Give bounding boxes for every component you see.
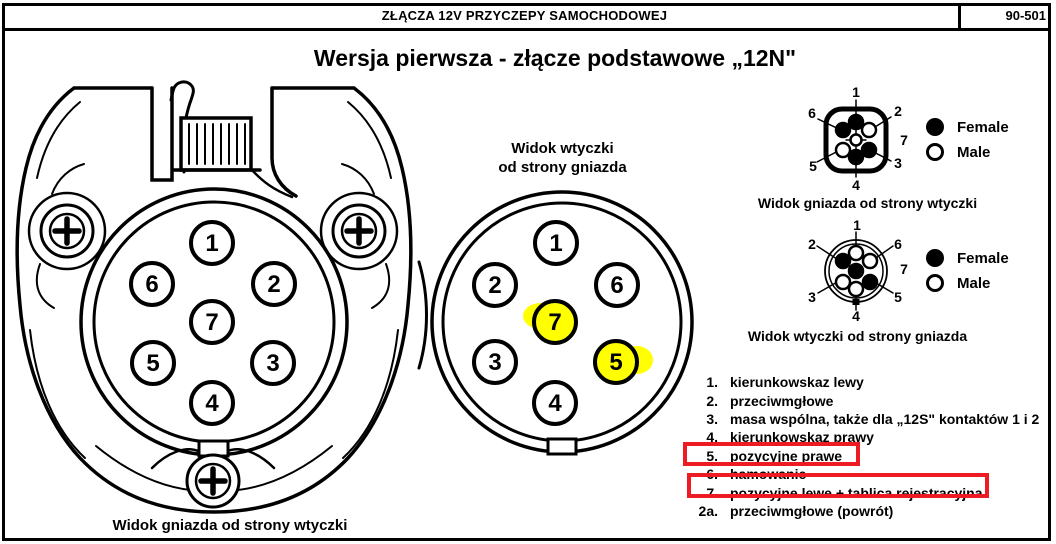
male-pin-icon [926, 143, 944, 161]
highlight-box-pin5 [683, 442, 860, 466]
pin-number: 3 [488, 349, 502, 376]
caption-line: Widok wtyczki [511, 140, 614, 157]
female-pin-icon [926, 118, 944, 136]
pin-number: 5 [146, 350, 160, 377]
item-number: 6. [706, 466, 718, 483]
pin-label: 3 [894, 155, 902, 171]
female-pin [862, 143, 876, 157]
pin-number: 3 [266, 350, 280, 377]
pin-function-item [690, 391, 1050, 409]
female-pin [849, 115, 863, 129]
pin-label: 4 [852, 308, 860, 324]
pin-number: 4 [548, 390, 562, 417]
item-label: kierunkowskaz lewy [730, 374, 864, 391]
female-pin [863, 275, 877, 289]
pin-function-item [690, 410, 1050, 428]
plug-mini-caption: Widok wtyczki od strony gniazda [747, 328, 968, 344]
male-pin-icon [926, 274, 944, 292]
cover-ribbed-grip [181, 118, 251, 170]
pin-number: 2 [267, 271, 281, 298]
pin-label: 5 [809, 158, 817, 174]
middle-diagram-caption [455, 139, 670, 177]
pin-function-item [690, 373, 1050, 391]
item-label: hamowanie [730, 466, 807, 483]
male-pin [836, 275, 850, 289]
item-number: 2. [706, 392, 718, 409]
legend-male [926, 142, 990, 162]
female-pin-icon [926, 249, 944, 267]
female-pin [849, 150, 863, 164]
pin-number: 4 [205, 390, 219, 417]
highlight-box-pin7 [687, 473, 989, 498]
pin-label: 1 [853, 217, 861, 233]
pin-label: 1 [852, 84, 860, 100]
socket-mini-caption: Widok gniazda od strony wtyczki [757, 195, 978, 211]
page-header-title: ZŁĄCZA 12V PRZYCZEPY SAMOCHODOWEJ [381, 8, 668, 23]
female-pin [849, 264, 863, 278]
legend-male-label: Male [957, 143, 991, 161]
female-pin [836, 123, 850, 137]
pin-label: 5 [894, 289, 902, 305]
male-pin [849, 282, 863, 296]
male-pin [849, 246, 863, 260]
page-title: Wersja pierwsza - złącze podstawowe „12N" [313, 45, 797, 71]
pin-number: 1 [549, 230, 563, 257]
plug-pinout-mini-diagram [795, 217, 920, 327]
legend-female [926, 117, 1009, 137]
pin-function-item [690, 502, 1050, 520]
legend-male [926, 273, 990, 293]
item-label: kierunkowskaz prawy [730, 429, 874, 446]
pin-label: 3 [808, 289, 816, 305]
item-label: przeciwmgłowe (powrót) [730, 502, 894, 519]
pin-number: 7 [548, 309, 562, 336]
male-pin [836, 143, 850, 157]
pin-label: 7 [900, 261, 908, 277]
item-number: 7. [706, 484, 718, 501]
item-label: pozycyjne prawe [730, 447, 843, 464]
pin-number: 1 [205, 230, 219, 257]
legend-male-label: Male [957, 274, 991, 292]
item-number: 5. [706, 447, 718, 464]
caption-line: od strony gniazda [498, 159, 627, 176]
socket-front-view-drawing [0, 78, 440, 544]
phillips-screw-icon [187, 455, 239, 507]
female-pin [836, 254, 850, 268]
item-number: 1. [706, 374, 718, 391]
item-label: masa wspólna, także dla „12S" kontaktów 1 i 2 [730, 410, 1040, 427]
legend-female-label: Female [957, 249, 1009, 267]
left-diagram-caption: Widok gniazda od strony wtyczki [112, 517, 348, 534]
item-number: 2a. [698, 502, 718, 519]
legend-female-label: Female [957, 118, 1009, 136]
pin-label: 2 [808, 236, 816, 252]
plug-face-diagram [420, 178, 715, 473]
socket-pinout-mini-diagram [795, 84, 920, 196]
center-pin [851, 135, 862, 146]
phillips-screw-icon [41, 205, 93, 257]
item-label: przeciwmgłowe [730, 392, 834, 409]
legend-female [926, 248, 1009, 268]
document-number: 90-501 [1005, 8, 1046, 23]
pin-number: 2 [488, 272, 502, 299]
male-pin [863, 254, 877, 268]
pin-number: 6 [610, 272, 624, 299]
item-label: pozycyjne lewe + tablica rejestracyjna [730, 484, 983, 501]
pin-number: 5 [609, 349, 623, 376]
pin-number: 6 [145, 271, 159, 298]
pin-label: 4 [852, 177, 860, 193]
male-pin [862, 123, 876, 137]
pin-label: 2 [894, 103, 902, 119]
phillips-screw-icon [333, 205, 385, 257]
item-number: 4. [706, 429, 718, 446]
pin-label: 7 [900, 132, 908, 148]
item-number: 3. [706, 410, 718, 427]
pin-label: 6 [894, 236, 902, 252]
pin-number: 7 [205, 309, 219, 336]
pin-label: 6 [808, 105, 816, 121]
